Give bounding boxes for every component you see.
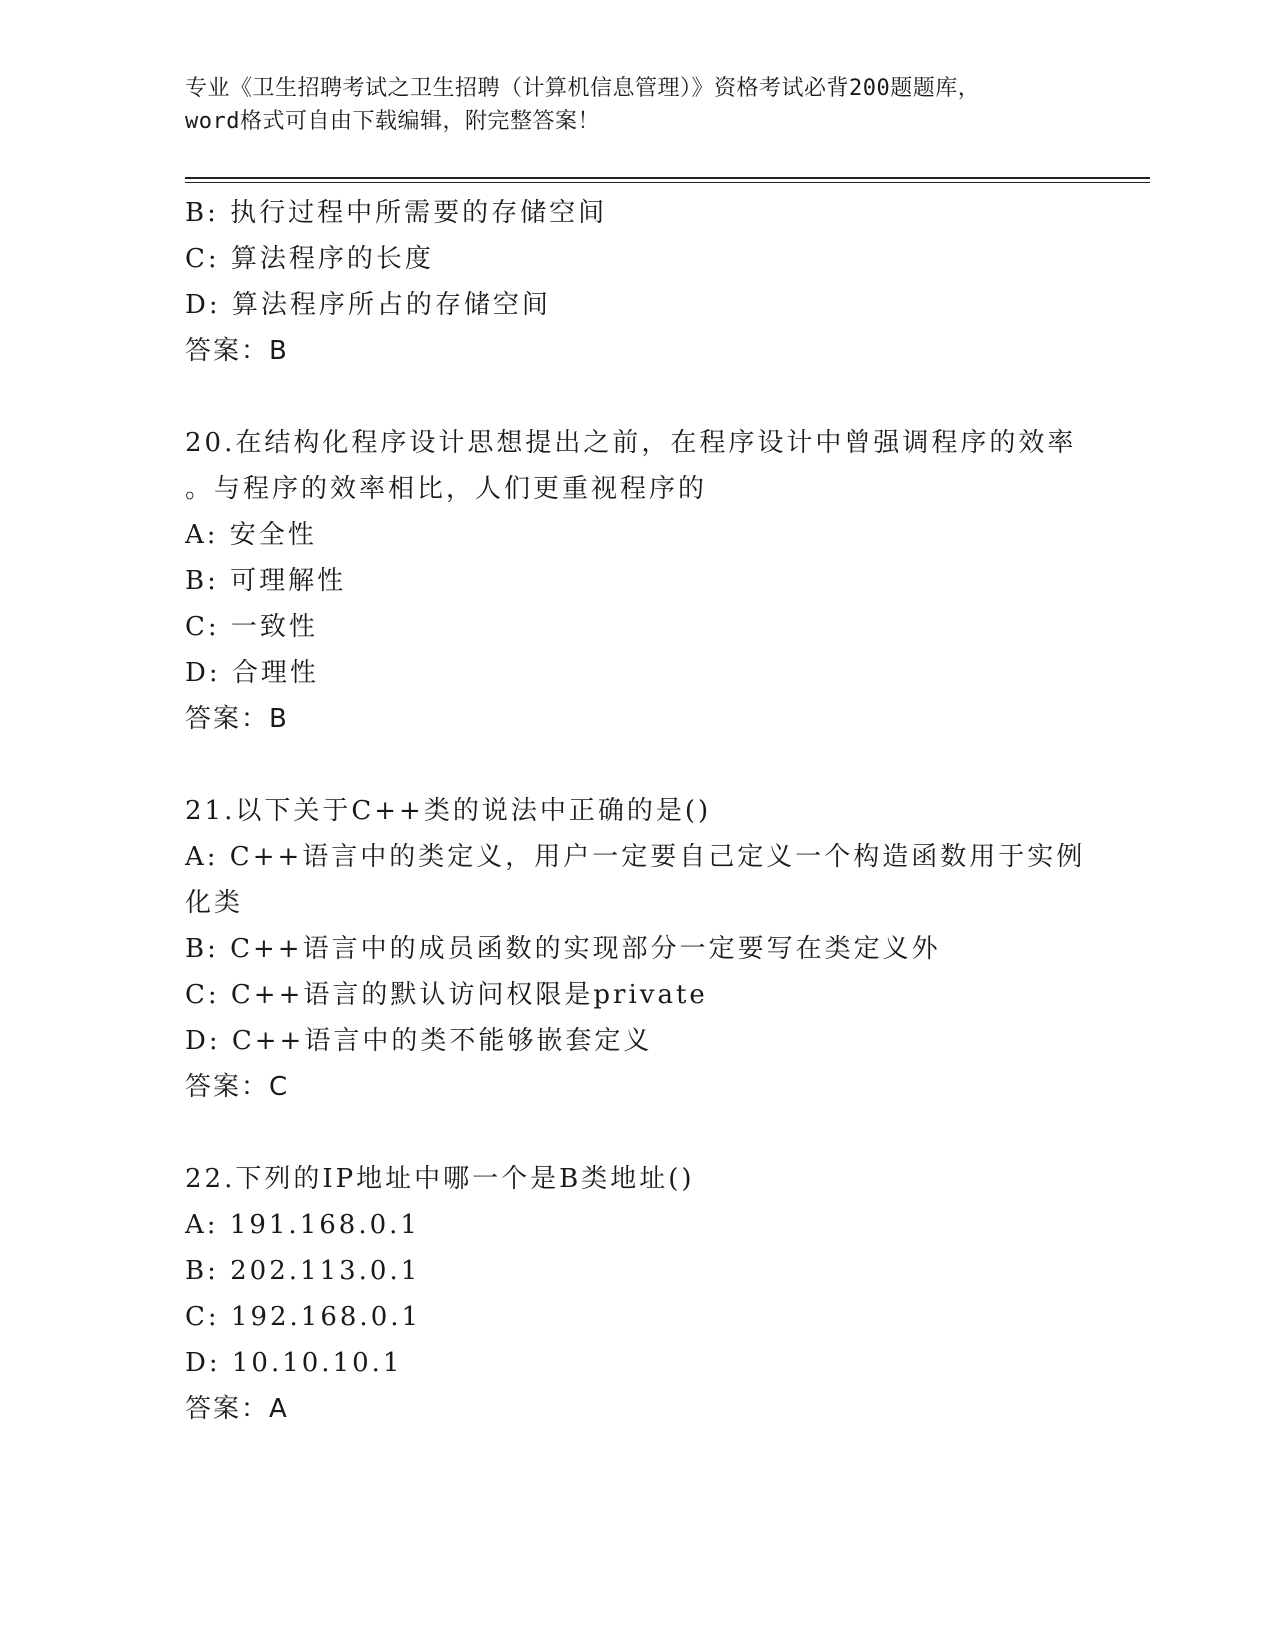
option-b: B: 可理解性 [185, 566, 347, 596]
question-stem: 21.以下关于C++类的说法中正确的是() [185, 796, 712, 826]
option-d: D: C++语言中的类不能够嵌套定义 [185, 1026, 653, 1056]
spacer [185, 742, 1085, 788]
option-b: B: 执行过程中所需要的存储空间 [185, 198, 608, 228]
option-a: A: 191.168.0.1 [185, 1210, 420, 1240]
answer: 答案：A [185, 1394, 289, 1424]
question-list [185, 190, 1085, 1432]
option-c: C: 算法程序的长度 [185, 244, 434, 274]
option-a: A: 安全性 [185, 520, 317, 550]
header-divider-thick [185, 177, 1150, 179]
question-stem: 22.下列的IP地址中哪一个是B类地址() [185, 1164, 695, 1194]
question-stem: 20.在结构化程序设计思想提出之前，在程序设计中曾强调程序的效率 [185, 428, 1077, 458]
spacer [185, 1110, 1085, 1156]
option-d: D: 算法程序所占的存储空间 [185, 290, 551, 320]
question-22 [185, 1156, 1085, 1432]
option-c: C: 192.168.0.1 [185, 1302, 422, 1332]
option-d: D: 10.10.10.1 [185, 1348, 403, 1378]
answer: 答案：C [185, 1072, 290, 1102]
answer: 答案：B [185, 336, 289, 366]
option-b: B: 202.113.0.1 [185, 1256, 421, 1286]
header-line-1: 专业《卫生招聘考试之卫生招聘（计算机信息管理）》资格考试必背200题题库， [185, 76, 981, 101]
option-a-continued: 化类 [185, 888, 244, 918]
question-19 [185, 190, 1085, 374]
option-c: C: 一致性 [185, 612, 318, 642]
question-21 [185, 788, 1085, 1110]
option-b: B: C++语言中的成员函数的实现部分一定要写在类定义外 [185, 934, 941, 964]
answer: 答案：B [185, 704, 289, 734]
question-20 [185, 420, 1085, 742]
header-divider-thin [185, 182, 1150, 183]
header-line-2: word格式可自由下载编辑，附完整答案！ [185, 109, 600, 134]
option-c: C: C++语言的默认访问权限是private [185, 980, 708, 1010]
spacer [185, 374, 1085, 420]
option-a: A: C++语言中的类定义，用户一定要自己定义一个构造函数用于实例 [185, 842, 1086, 872]
document-header [185, 72, 1085, 138]
option-d: D: 合理性 [185, 658, 319, 688]
question-stem-continued: 。与程序的效率相比，人们更重视程序的 [185, 474, 708, 504]
